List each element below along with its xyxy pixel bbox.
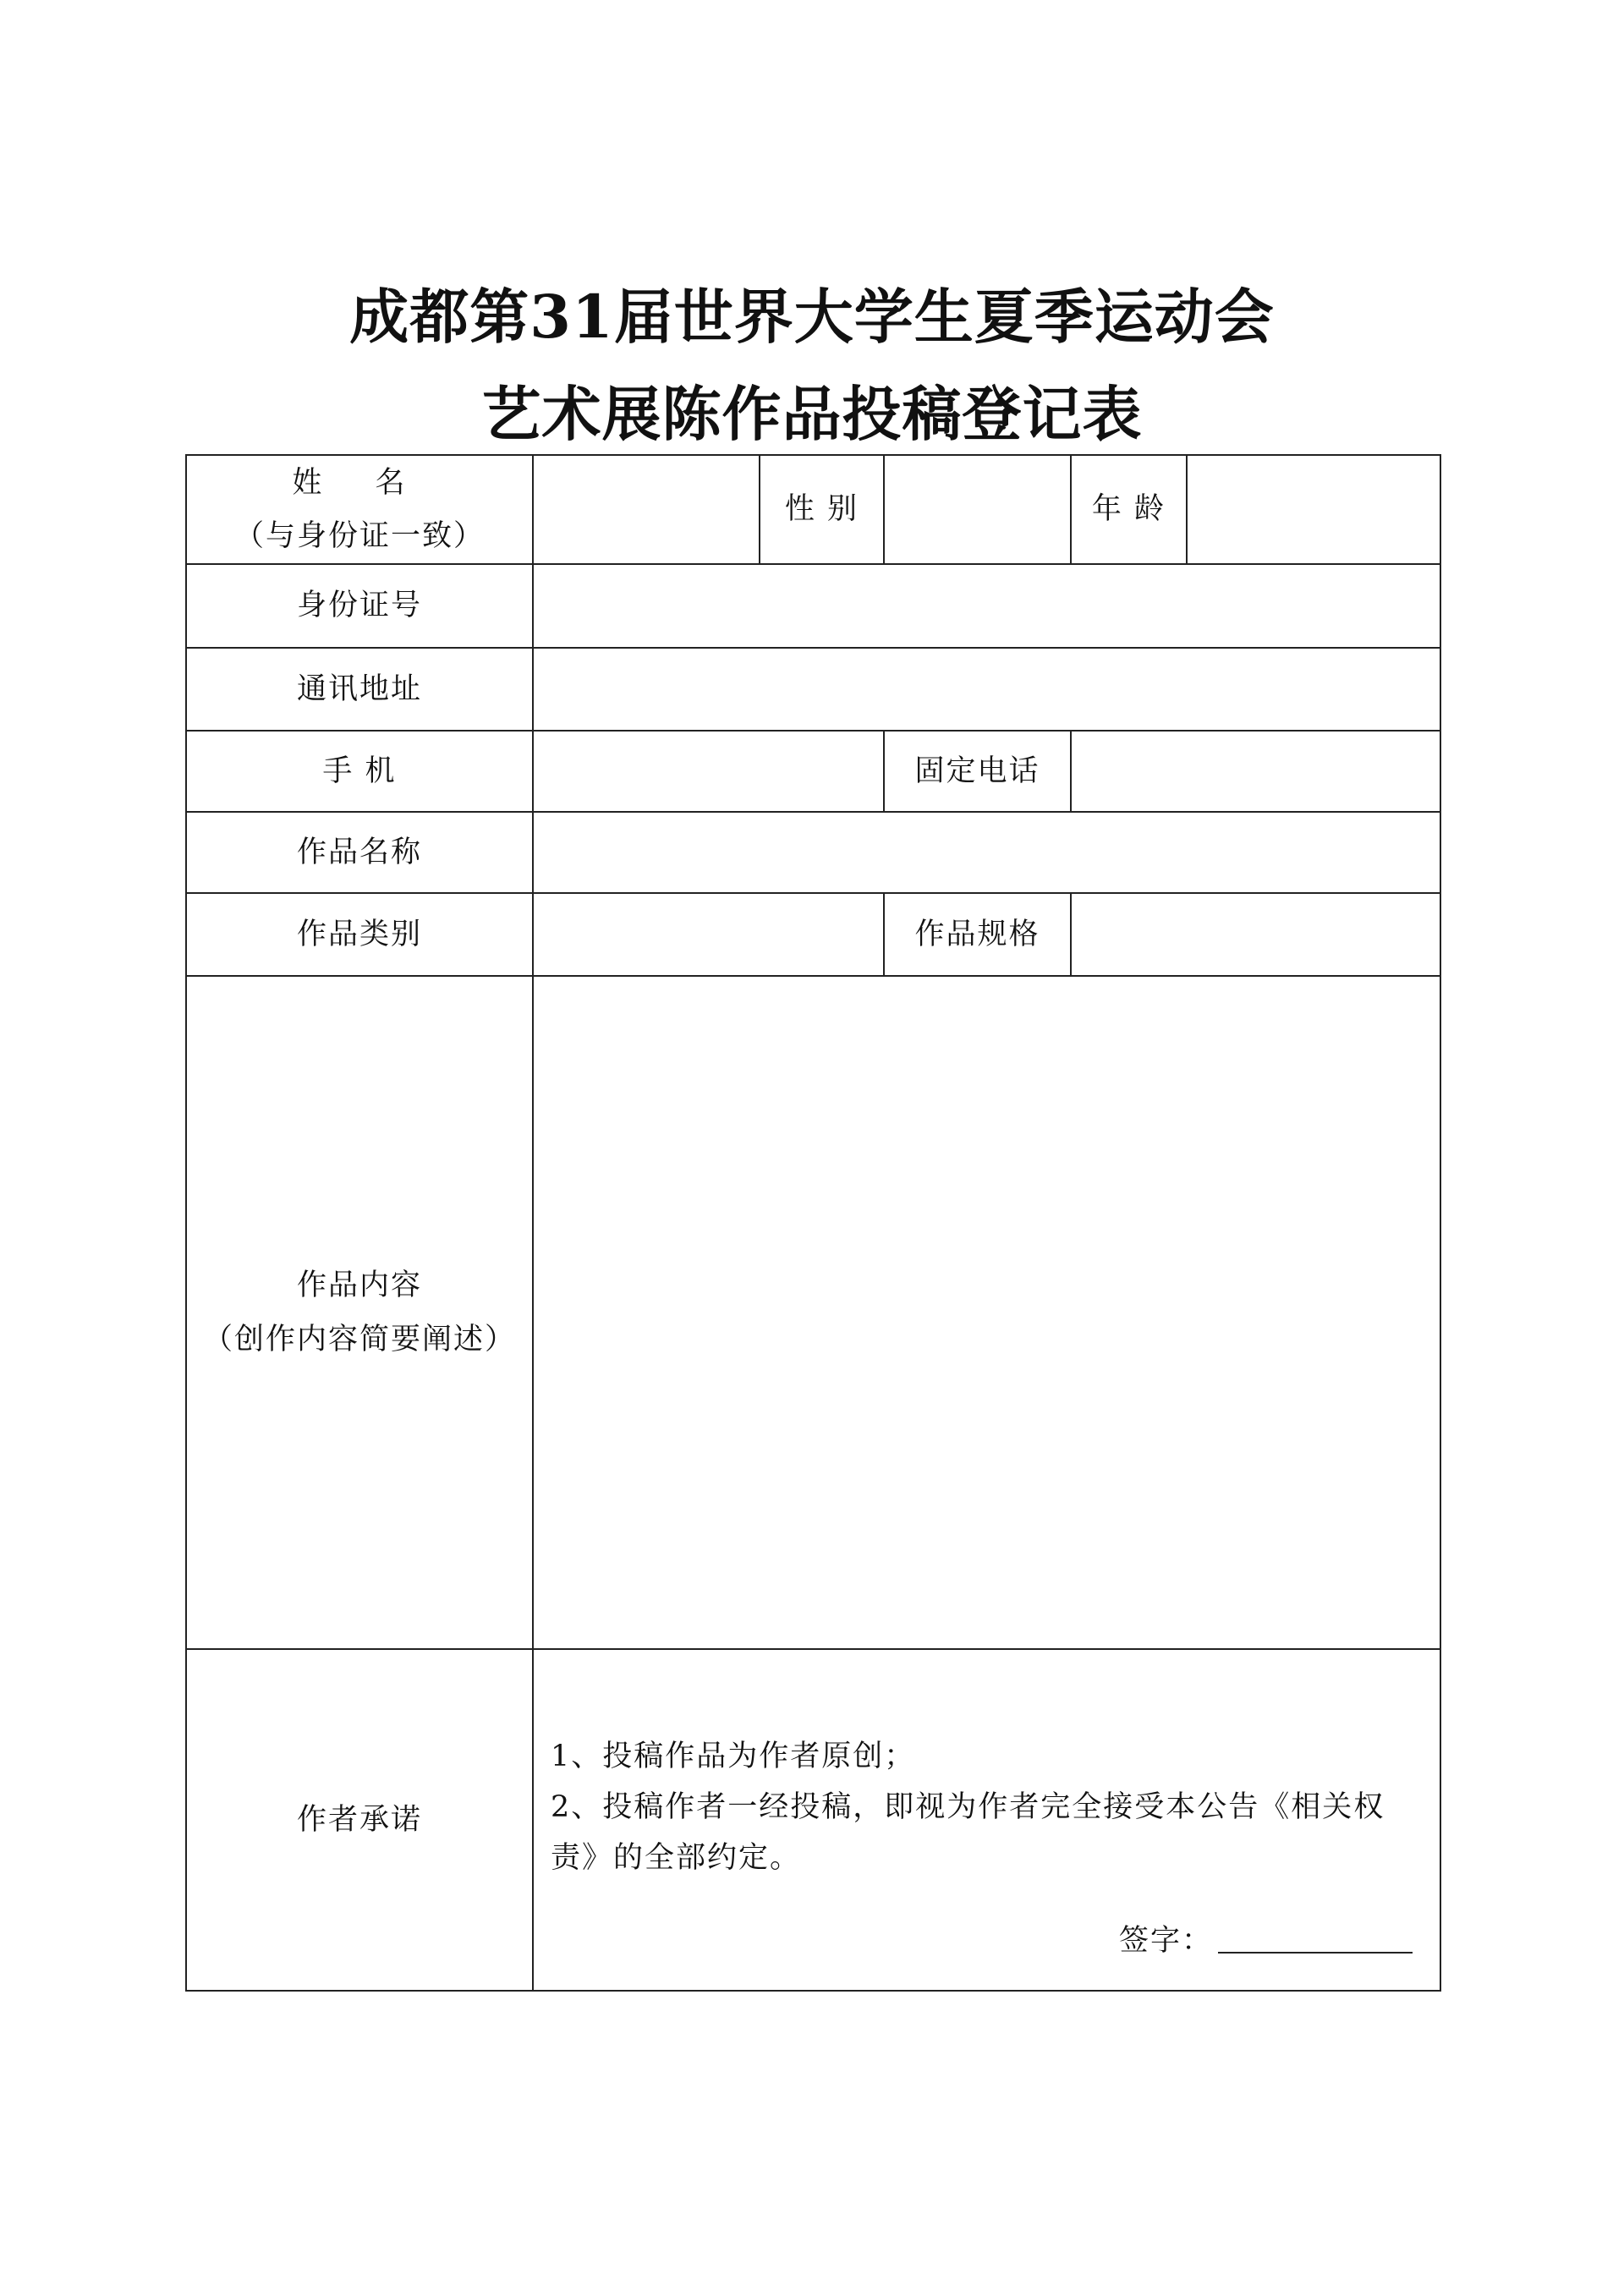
registration-form bbox=[185, 454, 1441, 1992]
row-pledge bbox=[186, 1649, 1440, 1991]
row-id-number bbox=[186, 564, 1440, 648]
mobile-field[interactable] bbox=[533, 731, 884, 812]
form-title-line2: 艺术展陈作品投稿登记表 bbox=[481, 379, 1143, 449]
row-work-name bbox=[186, 812, 1440, 893]
signature-line[interactable] bbox=[1218, 1952, 1413, 1954]
work-content-note: （创作内容简要阐述） bbox=[202, 1322, 516, 1356]
signature-label: 签字： bbox=[1118, 1924, 1213, 1958]
work-content-field[interactable] bbox=[533, 976, 1440, 1649]
work-content-label-cell bbox=[186, 976, 533, 1649]
address-field[interactable] bbox=[533, 648, 1440, 731]
gender-field[interactable] bbox=[884, 455, 1071, 564]
name-label-cell bbox=[186, 455, 533, 564]
work-spec-field[interactable] bbox=[1071, 893, 1440, 976]
pledge-item-1: 1、投稿作品为作者原创； bbox=[551, 1740, 916, 1773]
name-note: （与身份证一致） bbox=[233, 518, 485, 553]
age-field[interactable] bbox=[1187, 455, 1440, 564]
gender-label: 性 别 bbox=[760, 455, 884, 564]
work-content-label: 作品内容 bbox=[296, 1268, 422, 1302]
name-field[interactable] bbox=[533, 455, 760, 564]
work-type-field[interactable] bbox=[533, 893, 884, 976]
pledge-item-2: 2、投稿作者一经投稿，即视为作者完全接受本公告《相关权责》的全部约定。 bbox=[551, 1790, 1385, 1875]
age-label: 年 龄 bbox=[1071, 455, 1187, 564]
row-work-type bbox=[186, 893, 1440, 976]
address-label: 通讯地址 bbox=[186, 648, 533, 731]
pledge-cell bbox=[533, 1649, 1440, 1991]
id-number-field[interactable] bbox=[533, 564, 1440, 648]
name-label: 姓 名 bbox=[292, 465, 427, 500]
mobile-label: 手 机 bbox=[186, 731, 533, 812]
id-number-label: 身份证号 bbox=[186, 564, 533, 648]
work-spec-label: 作品规格 bbox=[884, 893, 1071, 976]
row-work-content bbox=[186, 976, 1440, 1649]
landline-label: 固定电话 bbox=[884, 731, 1071, 812]
form-title-line1: 成都第31届世界大学生夏季运动会 bbox=[349, 282, 1275, 352]
row-name bbox=[186, 455, 1440, 564]
work-name-field[interactable] bbox=[533, 812, 1440, 893]
work-name-label: 作品名称 bbox=[186, 812, 533, 893]
row-phone bbox=[186, 731, 1440, 812]
pledge-label: 作者承诺 bbox=[186, 1649, 533, 1991]
landline-field[interactable] bbox=[1071, 731, 1440, 812]
work-type-label: 作品类别 bbox=[186, 893, 533, 976]
row-address bbox=[186, 648, 1440, 731]
signature-area bbox=[1119, 1915, 1413, 1968]
